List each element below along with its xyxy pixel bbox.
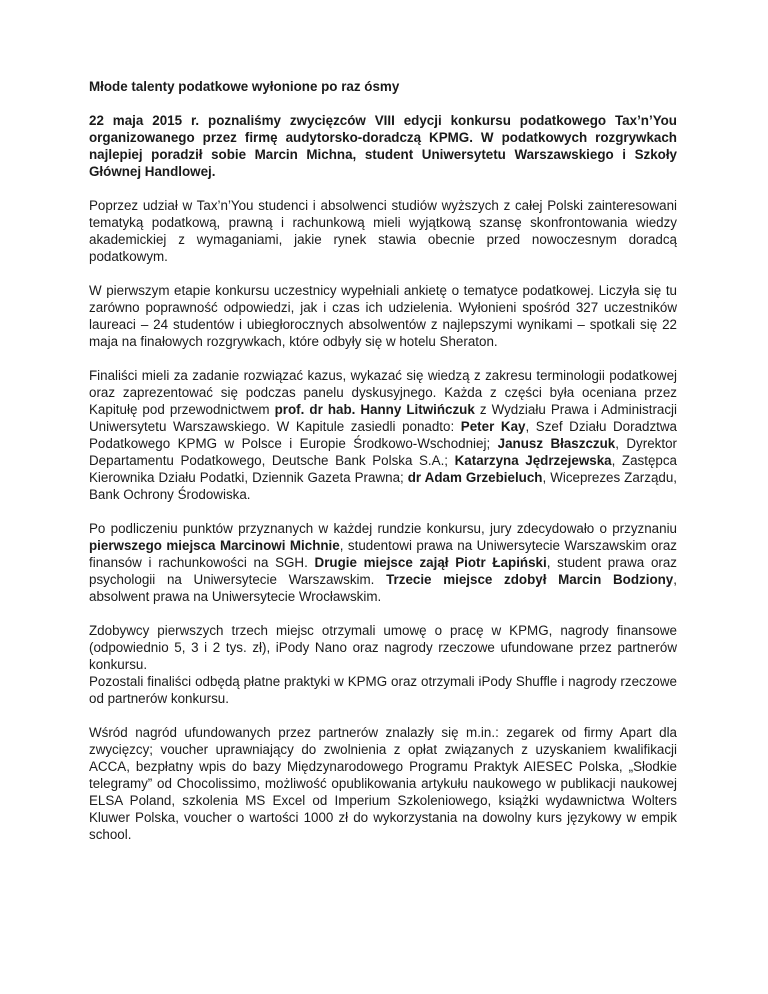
- document-title: Młode talenty podatkowe wyłonione po raz ósmy: [89, 79, 400, 94]
- jury-member-name: dr Adam Grzebieluch: [407, 470, 543, 485]
- paragraph-partner-prizes: Wśród nagród ufundowanych przez partnerów znalazły się m.in.: zegarek od firmy Apart dla zwycięzcy; voucher uprawniający do zwolnienia z opłat związanych z uzyskaniem kwalifikacji ACCA, bezpłatny wpis do bazy Międzynarodowego Programu Praktyk AIESEC Polska, „Słodkie telegramy” od Chocolissimo, możliwość opublikowania artykułu naukowego w publikacji naukowej ELSA Poland, szkolenia MS Excel od Imperium Szkoleniowego, książki wydawnictwa Wolters Kluwer Polska, voucher o wartości 1000 zł do wykorzystania na dowolny kurs językowy w empik school.: [89, 725, 677, 842]
- jury-member-name: Peter Kay: [460, 419, 526, 434]
- text-span: , Dyrektor Departamentu Podatkowego, Deutsche Bank Polska S.A.;: [89, 436, 677, 468]
- text-span: Finaliści mieli za zadanie rozwiązać kazus, wykazać się wiedzą z zakresu terminologii podatkowej oraz zaprezentować się podczas panelu dyskusyjnego. Każda z części była oceniana przez Kapitułę pod przewodnictwem: [89, 368, 677, 417]
- third-place: Trzecie miejsce zdobył Marcin Bodziony: [386, 572, 674, 587]
- lead-paragraph: 22 maja 2015 r. poznaliśmy zwycięzców VIII edycji konkursu podatkowego Tax’n’You organizowanego przez firmę audytorsko-doradczą KPMG. W podatkowych rozgrywkach najlepiej poradził sobie Marcin Michna, student Uniwersytetu Warszawskiego i Szkoły Głównej Handlowej.: [89, 113, 677, 179]
- document-page: [89, 78, 677, 860]
- second-place: Drugie miejsce zajął Piotr Łapiński: [314, 555, 547, 570]
- text-span: , Szef Działu Doradztwa Podatkowego KPMG w Polsce i Europie Środkowo-Wschodniej;: [89, 419, 677, 451]
- paragraph-winners: [89, 520, 677, 605]
- paragraph-prizes-others: Pozostali finaliści odbędą płatne praktyki w KPMG oraz otrzymali iPody Shuffle i nagrody rzeczowe od partnerów konkursu.: [89, 674, 677, 706]
- paragraph-first-stage: W pierwszym etapie konkursu uczestnicy wypełniali ankietę o tematyce podatkowej. Liczyła się tu zarówno poprawność odpowiedzi, jak i czas ich udzielenia. Wyłonieni spośród 327 uczestników laureaci – 24 studentów i ubiegłorocznych absolwentów z najlepszymi wynikami – spotkali się 22 maja na finałowych rozgrywkach, które odbyły się w hotelu Sheraton.: [89, 283, 677, 349]
- text-span: Po podliczeniu punktów przyznanych w każdej rundzie konkursu, jury zdecydowało o przyznaniu: [89, 521, 677, 536]
- paragraph-intro: Poprzez udział w Tax’n’You studenci i absolwenci studiów wyższych z całej Polski zainteresowani tematyką podatkową, prawną i rachunkową mieli wyjątkową szansę skonfrontowania wiedzy akademickiej z wymaganiami, jakie rynek stawia obecnie przed nowoczesnym doradcą podatkowym.: [89, 198, 677, 264]
- jury-member-name: Katarzyna Jędrzejewska: [454, 453, 612, 468]
- jury-member-name: Janusz Błaszczuk: [497, 436, 616, 451]
- text-span: , Wiceprezes Zarządu, Bank Ochrony Środowiska.: [89, 470, 678, 502]
- first-place: pierwszego miejsca Marcinowi Michnie: [89, 538, 340, 553]
- text-span: , Zastępca Kierownika Działu Podatki, Dziennik Gazeta Prawna;: [89, 453, 678, 485]
- paragraph-prizes-top: Zdobywcy pierwszych trzech miejsc otrzymali umowę o pracę w KPMG, nagrody finansowe (odpowiednio 5, 3 i 2 tys. zł), iPody Nano oraz nagrody rzeczowe ufundowane przez partnerów konkursu.: [89, 623, 677, 672]
- text-span: z Wydziału Prawa i Administracji Uniwersytetu Warszawskiego. W Kapitule zasiedli ponadto:: [89, 402, 677, 434]
- paragraph-jury: [89, 367, 677, 503]
- jury-chair-name: prof. dr hab. Hanny Litwińczuk: [274, 402, 475, 417]
- text-span: , student prawa oraz psychologii na Uniwersytecie Warszawskim.: [89, 555, 677, 587]
- text-span: , studentowi prawa na Uniwersytecie Warszawskim oraz finansów i rachunkowości na SGH.: [89, 538, 677, 570]
- text-span: , absolwent prawa na Uniwersytecie Wrocławskim.: [89, 572, 677, 604]
